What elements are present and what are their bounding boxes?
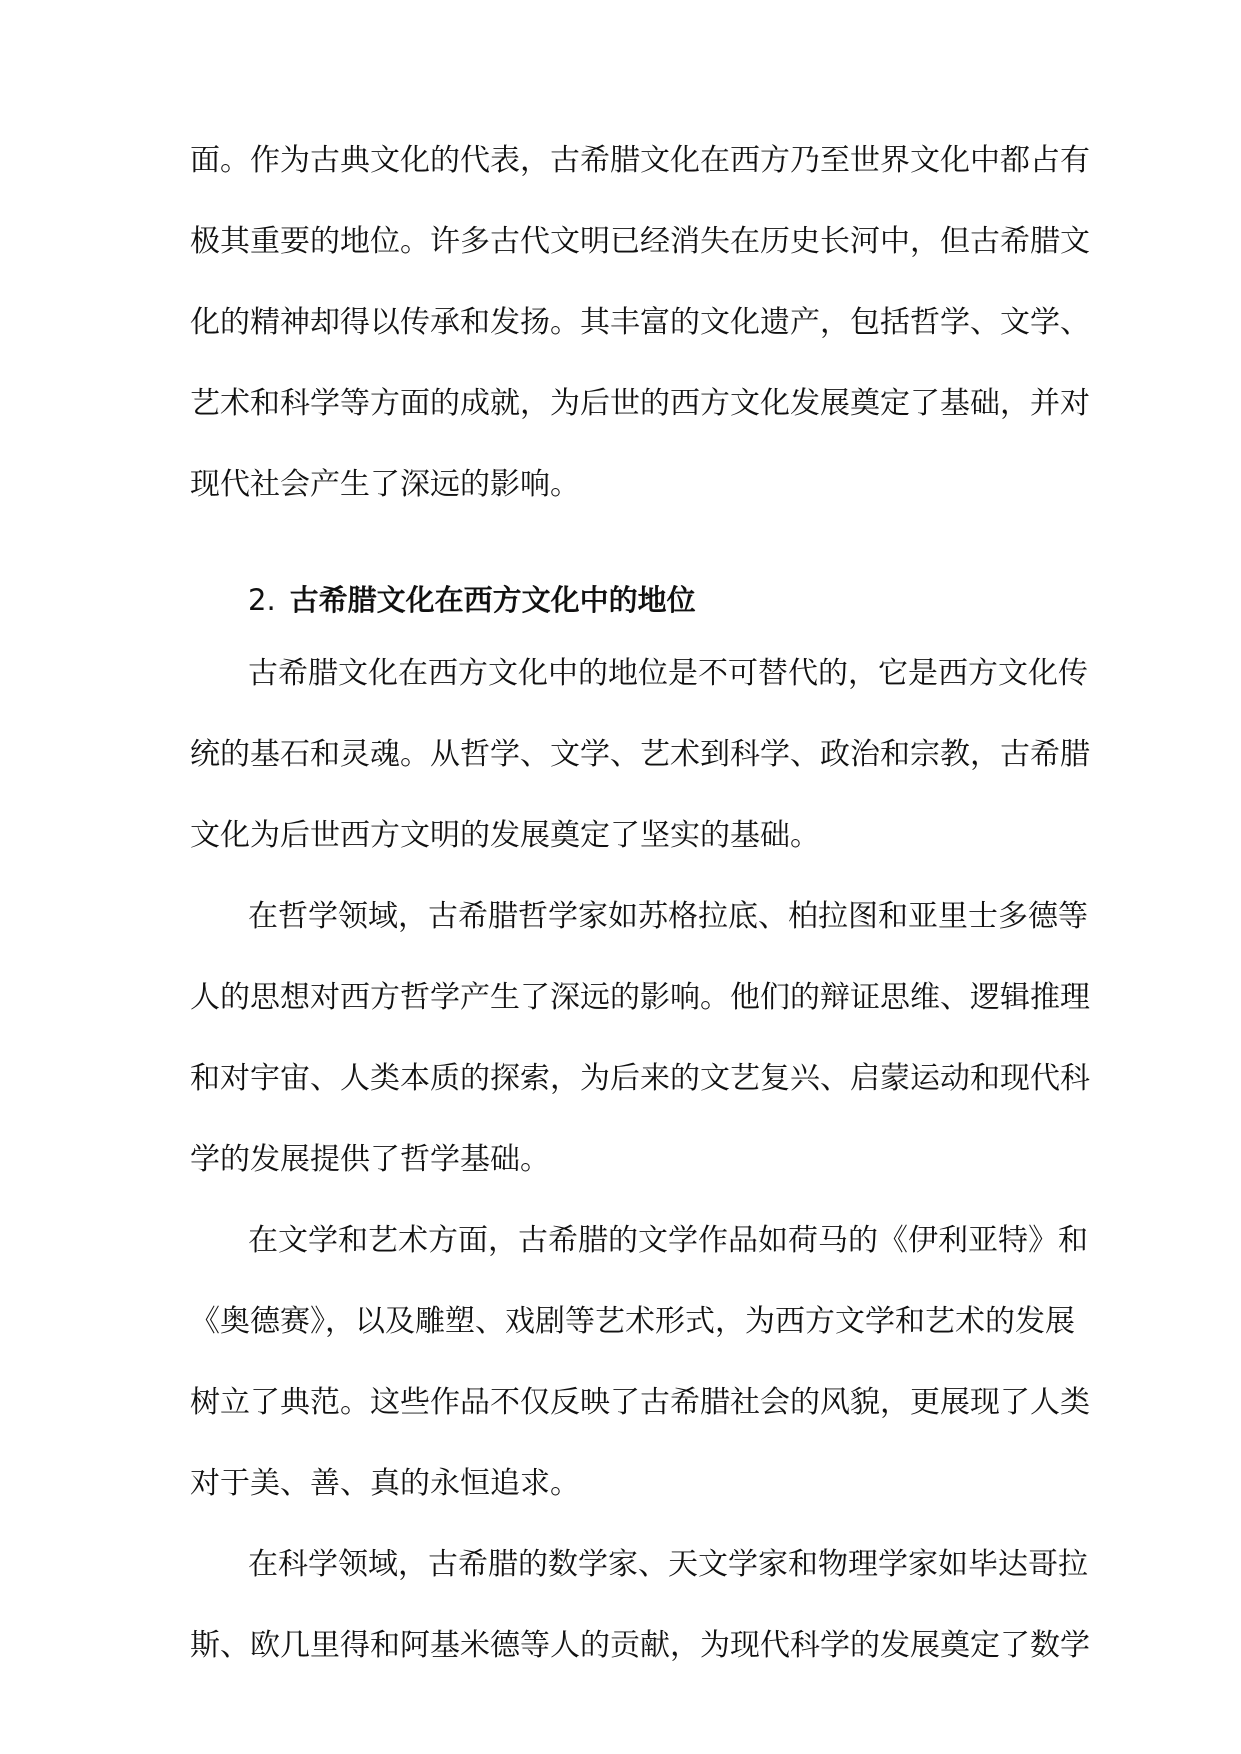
text-line: 古希腊文化在西方文化中的地位是不可替代的，它是西方文化传 xyxy=(248,656,1088,691)
text-line: 在科学领域，古希腊的数学家、天文学家和物理学家如毕达哥拉 xyxy=(248,1547,1088,1582)
section-title: 古希腊文化在西方文化中的地位 xyxy=(289,583,696,617)
text-line: 人的思想对西方哲学产生了深远的影响。他们的辩证思维、逻辑推理 xyxy=(190,980,1090,1015)
text-line: 树立了典范。这些作品不仅反映了古希腊社会的风貌，更展现了人类 xyxy=(190,1385,1090,1420)
paragraph xyxy=(190,1220,1090,1504)
text-line: 斯、欧几里得和阿基米德等人的贡献，为现代科学的发展奠定了数学 xyxy=(190,1628,1090,1663)
text-line: 《奥德赛》，以及雕塑、戏剧等艺术形式，为西方文学和艺术的发展 xyxy=(190,1304,1075,1339)
document-page xyxy=(190,140,1090,1666)
text-line: 统的基石和灵魂。从哲学、文学、艺术到科学、政治和宗教，古希腊 xyxy=(190,737,1090,772)
text-line: 极其重要的地位。许多古代文明已经消失在历史长河中，但古希腊文 xyxy=(190,224,1090,259)
paragraph-continuation xyxy=(190,140,1090,505)
text-line: 在哲学领域，古希腊哲学家如苏格拉底、柏拉图和亚里士多德等 xyxy=(248,899,1088,934)
text-line: 艺术和科学等方面的成就，为后世的西方文化发展奠定了基础，并对 xyxy=(190,386,1090,421)
section-number: 2. xyxy=(248,583,276,617)
text-line: 现代社会产生了深远的影响。 xyxy=(190,467,580,502)
section-heading xyxy=(190,580,1070,621)
text-line: 文化为后世西方文明的发展奠定了坚实的基础。 xyxy=(190,818,820,853)
text-line: 在文学和艺术方面，古希腊的文学作品如荷马的《伊利亚特》和 xyxy=(248,1223,1088,1258)
text-line: 面。作为古典文化的代表，古希腊文化在西方乃至世界文化中都占有 xyxy=(190,143,1090,178)
text-line: 对于美、善、真的永恒追求。 xyxy=(190,1466,580,1501)
paragraph xyxy=(190,653,1090,856)
text-line: 学的发展提供了哲学基础。 xyxy=(190,1142,550,1177)
paragraph xyxy=(190,896,1090,1180)
paragraph xyxy=(190,1544,1090,1666)
text-line: 化的精神却得以传承和发扬。其丰富的文化遗产，包括哲学、文学、 xyxy=(190,305,1090,340)
text-line: 和对宇宙、人类本质的探索，为后来的文艺复兴、启蒙运动和现代科 xyxy=(190,1061,1090,1096)
